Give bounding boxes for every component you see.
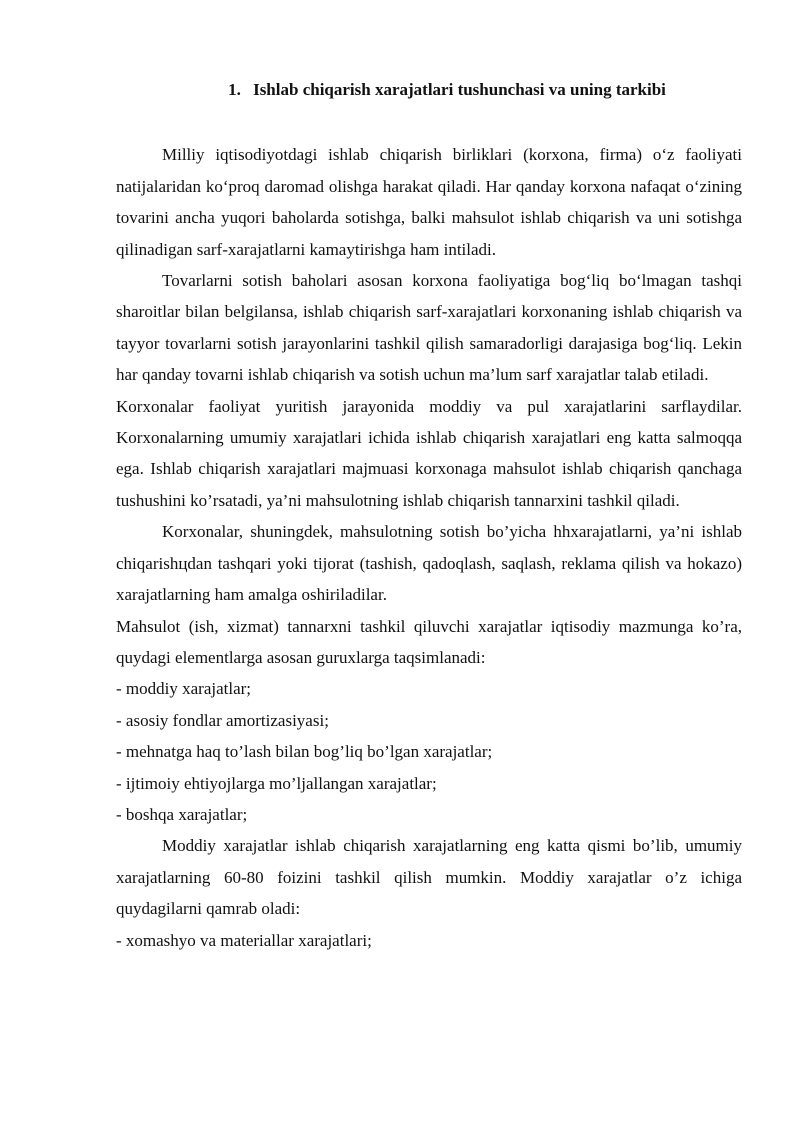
paragraph-expenses: Korxonalar faoliyat yuritish jarayonida moddiy va pul xarajatlarini sarflaydilar. Korxonalarning umumiy xarajatlari ichida ishlab chiqarish xarajatlari eng katta salmoqqa ega. Ishlab chiqarish xarajatlari majmuasi korxonaga mahsulot ishlab chiqarish qanchaga tushushini ko’rsatadi, ya’ni mahsulotning ishlab chiqarish tannarxini tashkil qiladi. (116, 396, 742, 510)
list-item: - boshqa xarajatlar; (116, 804, 248, 824)
section-title: Ishlab chiqarish xarajatlari tushunchasi va uning tarkibi (253, 80, 666, 99)
list-item: - asosiy fondlar amortizasiyasi; (116, 710, 329, 730)
list-item: - mehnatga haq to’lash bilan bog’liq bo’lgan xarajatlar; (116, 742, 493, 762)
paragraph-sales-costs: Korxonalar, shuningdek, mahsulotning sotish bo’yicha hhxarajatlarni, ya’ni ishlab chiqarishцdan tashqari yoki tijorat (tashish, qadoqlash, saqlash, reklama qilish va hokazo) xarajatlarning ham amalga oshiriladilar. (116, 522, 742, 605)
paragraph-material-costs: Moddiy xarajatlar ishlab chiqarish xarajatlarning eng katta qismi bo’lib, umumiy xarajatlarning 60-80 foizini tashkil qilish mumkin. Moddiy xarajatlar o’z ichiga quydagilarni qamrab oladi: (116, 836, 742, 919)
list-item: - ijtimoiy ehtiyojlarga mo’ljallangan xarajatlar; (116, 773, 437, 793)
document-page (116, 74, 742, 956)
paragraph-cost-grouping: Mahsulot (ish, xizmat) tannarxni tashkil qiluvchi xarajatlar iqtisodiy mazmunga ko’ra, quydagi elementlarga asosan guruxlarga taqsimlanadi: (116, 616, 742, 667)
section-heading (116, 74, 742, 105)
paragraph-intro: Milliy iqtisodiyotdagi ishlab chiqarish birliklari (korxona, firma) o‘z faoliyati natijalaridan ko‘proq daromad olishga harakat qiladi. Har qanday korxona nafaqat o‘zining tovarini ancha yuqori baholarda sotishga, balki mahsulot ishlab chiqarish va uni sotishga qilinadigan sarf-xarajatlarni kamaytirishga ham intiladi. (116, 145, 742, 259)
list-item: - xomashyo va materiallar xarajatlari; (116, 930, 372, 950)
paragraph-prices: Tovarlarni sotish baholari asosan korxona faoliyatiga bog‘liq bo‘lmagan tashqi sharoitlar bilan belgilansa, ishlab chiqarish sarf-xarajatlari korxonaning ishlab chiqarish va tayyor tovarlarni sotish jarayonlarini tashkil qilish samaradorligi darajasiga bog‘liq. Lekin har qanday tovarni ishlab chiqarish va sotish uchun ma’lum sarf xarajatlar talab etiladi. (116, 271, 742, 385)
list-item: - moddiy xarajatlar; (116, 679, 252, 699)
section-number: 1. (228, 80, 241, 99)
